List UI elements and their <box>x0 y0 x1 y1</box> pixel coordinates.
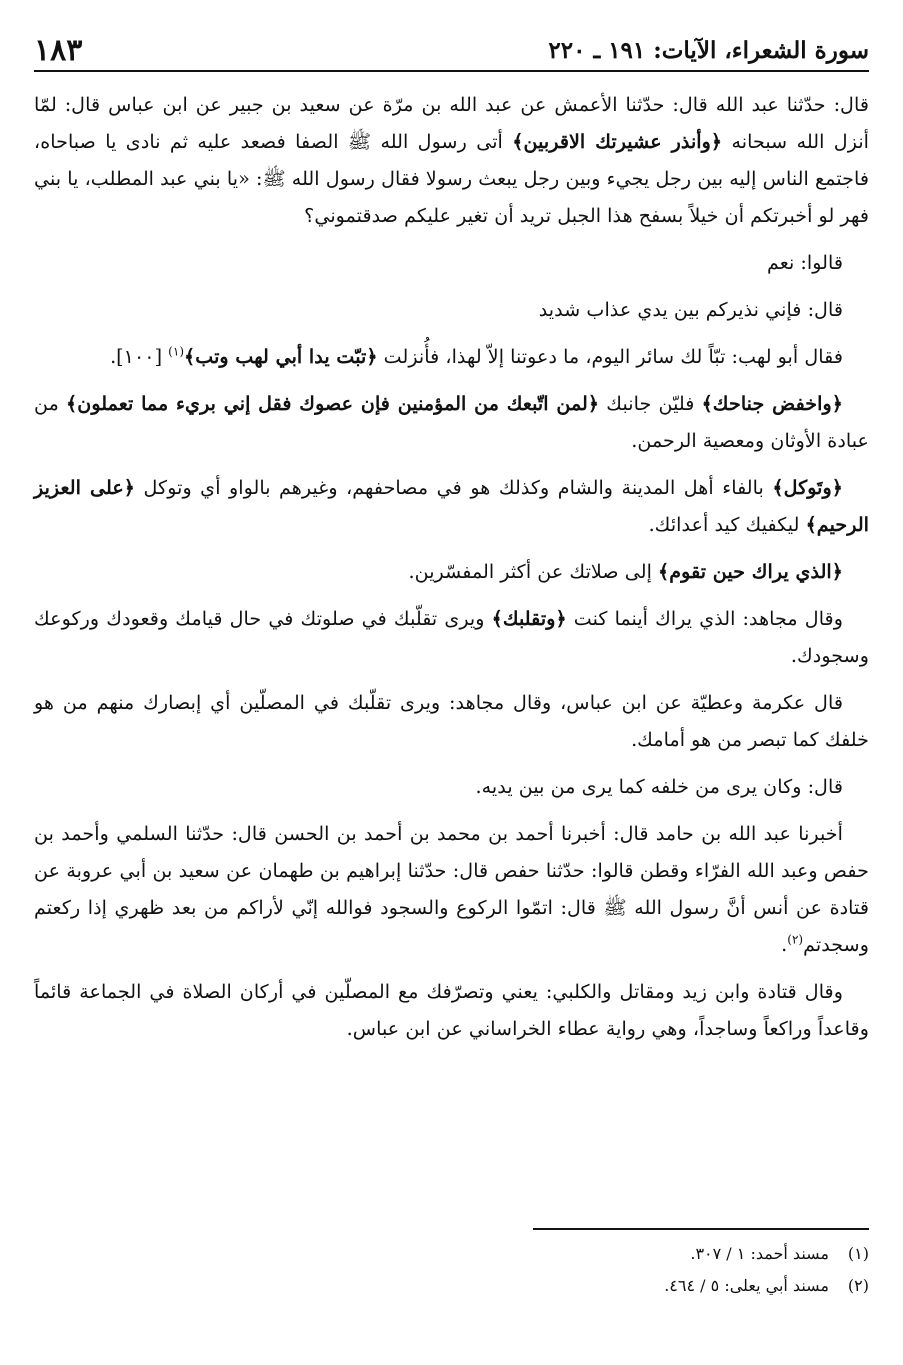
text-run: أتى رسول الله ﷺ الصفا فصعد عليه ثم نادى يا صباحاه، فاجتمع الناس إليه بين رجل يجيء وبين رجل يبعث رسولا فقال رسول الله ﷺ: «يا بني عبد المطلب، يا بني فهر لو أخبرتكم أن خيلاً بسفح هذا الجبل تريد أن تغير عليكم صدقتموني؟ <box>34 130 869 227</box>
footnote-number: (٢) <box>847 1276 869 1295</box>
footnote-marker: (٢) <box>787 932 804 947</box>
footnote-marker: (١) <box>168 344 184 359</box>
paragraph-11 <box>34 815 869 963</box>
quran-verse: ﴿على العزيز الرحيم﴾ <box>34 476 869 536</box>
quran-verse: ﴿واخفض جناحك﴾ <box>701 392 843 415</box>
footnote-number: (١) <box>847 1244 869 1263</box>
footnote-1 <box>34 1238 869 1270</box>
text-run: . <box>781 933 788 956</box>
quran-verse: ﴿وأنذر عشيرتك الاقربين﴾ <box>512 130 723 153</box>
text-run: [١٠٠]. <box>110 345 169 368</box>
quran-verse: ﴿تبّت يدا أبي لهب وتب﴾ <box>184 345 378 368</box>
footnote-2 <box>34 1270 869 1302</box>
text-run: قال: حدّثنا عبد الله قال: حدّثنا الأعمش عن عبد الله بن مرّة عن سعيد بن جبير عن ابن عباس قال: لمّا أنزل الله سبحانه <box>34 93 869 153</box>
quran-verse: ﴿الذي يراك حين تقوم﴾ <box>658 560 843 583</box>
main-text <box>34 86 869 1057</box>
footnote-text: مسند أبي يعلى: ٥ / ٤٦٤. <box>664 1276 829 1295</box>
footnote-separator <box>533 1228 869 1230</box>
paragraph-10: قال: وكان يرى من خلفه كما يرى من بين يديه. <box>475 775 843 798</box>
quran-verse: ﴿وتَوكل﴾ <box>772 476 843 499</box>
text-run: ويرى تقلّبك في صلوتك في حال قيامك وقعودك وركوعك وسجودك. <box>34 607 869 667</box>
text-run: أخبرنا عبد الله بن حامد قال: أخبرنا أحمد بن محمد بن أحمد بن الحسن قال: حدّثنا السلمي وأحمد بن حفص وعبد الله الفرّاء وقطن قالوا: حدّثنا حفص قال: حدّثنا إبراهيم بن طهمان عن سعيد بن أبي عروبة عن قتادة عن أنس أنَّ رسول الله ﷺ قال: اتمّوا الركوع والسجود فوالله إنّي لأراكم من بعد ظهري إذا ركعتم وسجدتم <box>34 822 869 956</box>
paragraph-12: وقال قتادة وابن زيد ومقاتل والكلبي: يعني وتصرّفك مع المصلّين في أركان الصلاة في الجماعة قائماً وقاعداً وراكعاً وساجداً، وهي رواية عطاء الخراساني عن ابن عباس. <box>34 980 869 1040</box>
paragraph-4 <box>34 338 869 375</box>
quran-verse: ﴿وتقلبك﴾ <box>491 607 567 630</box>
paragraph-8 <box>34 600 869 674</box>
page-number: ١٨٣ <box>34 33 83 68</box>
text-run: من عبادة الأوثان ومعصية الرحمن. <box>34 392 869 452</box>
page-header <box>34 28 869 72</box>
paragraph-6 <box>34 469 869 543</box>
text-run: فقال أبو لهب: تبّاً لك سائر اليوم، ما دعوتنا إلاّ لهذا، فأُنزلت <box>377 345 843 368</box>
footnote-text: مسند أحمد: ١ / ٣٠٧. <box>690 1244 829 1263</box>
paragraph-1 <box>34 86 869 234</box>
paragraph-7 <box>34 553 869 590</box>
text-run: إلى صلاتك عن أكثر المفسّرين. <box>408 560 659 583</box>
running-title: سورة الشعراء، الآيات: ١٩١ ـ ٢٢٠ <box>548 37 869 64</box>
quran-verse: ﴿لمن اتّبعك من المؤمنين فإن عصوك فقل إني بريء مما تعملون﴾ <box>66 392 600 415</box>
paragraph-5 <box>34 385 869 459</box>
paragraph-2: قالوا: نعم <box>766 251 843 274</box>
text-run: بالفاء أهل المدينة والشام وكذلك هو في مصاحفهم، وغيرهم بالواو أي وتوكل <box>135 476 773 499</box>
text-run: ليكفيك كيد أعدائك. <box>648 513 806 536</box>
footnotes <box>34 1238 869 1302</box>
paragraph-9: قال عكرمة وعطيّة عن ابن عباس، وقال مجاهد: ويرى تقلّبك في المصلّين أي إبصارك منهم من هو خلفك كما تبصر من هو أمامك. <box>34 691 869 751</box>
text-run: فليّن جانبك <box>599 392 702 415</box>
text-run: وقال مجاهد: الذي يراك أينما كنت <box>566 607 843 630</box>
paragraph-3: قال: فإني نذيركم بين يدي عذاب شديد <box>538 298 843 321</box>
